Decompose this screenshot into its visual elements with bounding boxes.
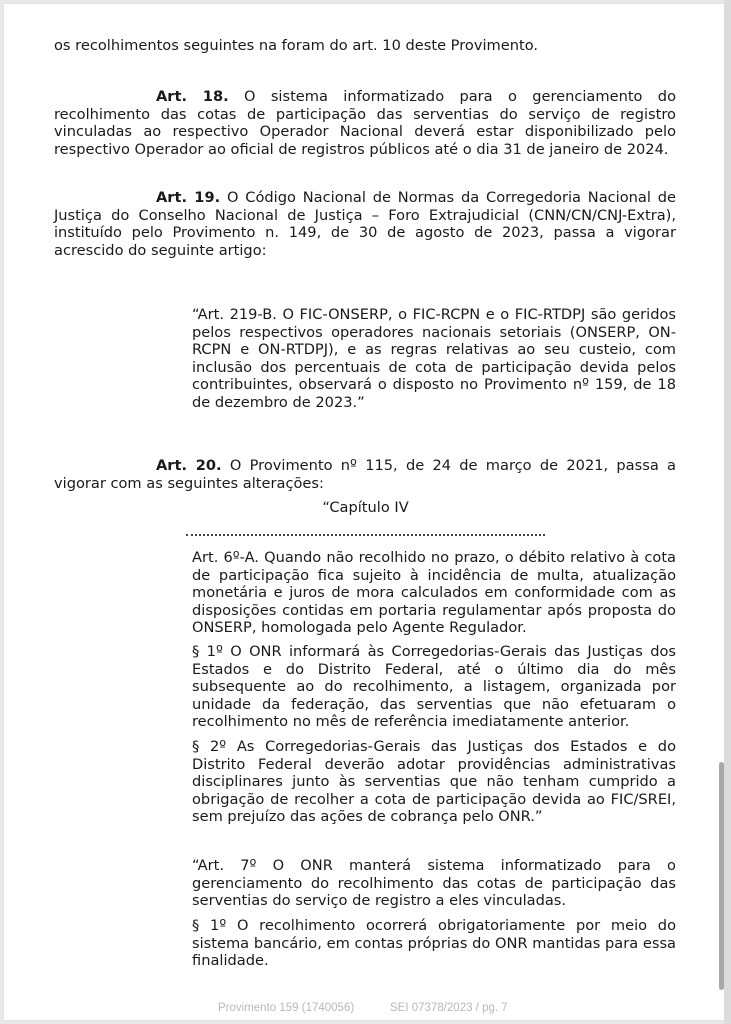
ellipsis-divider	[186, 534, 545, 536]
article-20-text: O Provimento nº 115, de 24 de março de 2021, passa a vigorar com as seguintes alterações:	[54, 457, 676, 492]
article-6a-paragraph-2: § 2º As Corregedorias-Gerais das Justiças dos Estados e do Distrito Federal deverão adotar providências administrativas disciplinares junto às serventias que não tenham cumprido a obrigação de recolher a cota de participação devida ao FIC/SREI, sem prejuízo das ações de cobrança pelo ONR.”	[192, 738, 676, 826]
article-18	[54, 88, 676, 158]
article-18-label: Art. 18.	[156, 88, 229, 105]
article-18-text: O sistema informatizado para o gerenciamento do recolhimento das cotas de participação das serventias do serviço de registro vinculadas ao respectivo Operador Nacional deverá estar disponibilizado pelo respectivo Operador ao oficial de registros públicos até o dia 31 de janeiro de 2024.	[54, 88, 676, 158]
article-19-label: Art. 19.	[156, 189, 221, 206]
article-219b-quote: “Art. 219-B. O FIC-ONSERP, o FIC-RCPN e o FIC-RTDPJ são geridos pelos respectivos operadores nacionais setoriais (ONSERP, ON-RCPN e ON-RTDPJ), e as regras relativas ao seu custeio, com inclusão dos percentuais de cota de participação devida pelos contribuintes, observará o disposto no Provimento nº 159, de 18 de dezembro de 2023.”	[192, 306, 676, 411]
article-20-label: Art. 20.	[156, 457, 222, 474]
continuation-paragraph: os recolhimentos seguintes na foram do art. 10 deste Provimento.	[54, 37, 539, 54]
article-6a-paragraph-1: § 1º O ONR informará às Corregedorias-Gerais das Justiças dos Estados e do Distrito Federal, até o último dia do mês subsequente ao do recolhimento, a listagem, organizada por unidade da federação, das serventias que não efetuaram o recolhimento no mês de referência imediatamente anterior.	[192, 643, 676, 731]
article-20	[54, 457, 676, 492]
article-7-paragraph-1: § 1º O recolhimento ocorrerá obrigatoriamente por meio do sistema bancário, em contas próprias do ONR mantidas para essa finalidade.	[192, 917, 676, 970]
article-7: “Art. 7º O ONR manterá sistema informatizado para o gerenciamento do recolhimento das cotas de participação das serventias do serviço de registro a eles vinculadas.	[192, 857, 676, 910]
footer-sei-reference: SEI 07378/2023 / pg. 7	[390, 1002, 508, 1014]
article-19-text: O Código Nacional de Normas da Corregedoria Nacional de Justiça do Conselho Nacional de Justiça – Foro Extrajudicial (CNN/CN/CNJ-Extra), instituído pelo Provimento n. 149, de 30 de agosto de 2023, passa a vigorar acrescido do seguinte artigo:	[54, 189, 676, 259]
scrollbar-thumb[interactable]	[719, 762, 724, 990]
footer-document-reference: Provimento 159 (1740056)	[218, 1002, 355, 1014]
article-6a: Art. 6º-A. Quando não recolhido no prazo, o débito relativo à cota de participação fica sujeito à incidência de multa, atualização monetária e juros de mora calculados em conformidade com as disposições contidas em portaria regulamentar após proposta do ONSERP, homologada pelo Agente Regulador.	[192, 549, 676, 637]
chapter-heading: “Capítulo IV	[322, 499, 409, 516]
article-19	[54, 189, 676, 259]
